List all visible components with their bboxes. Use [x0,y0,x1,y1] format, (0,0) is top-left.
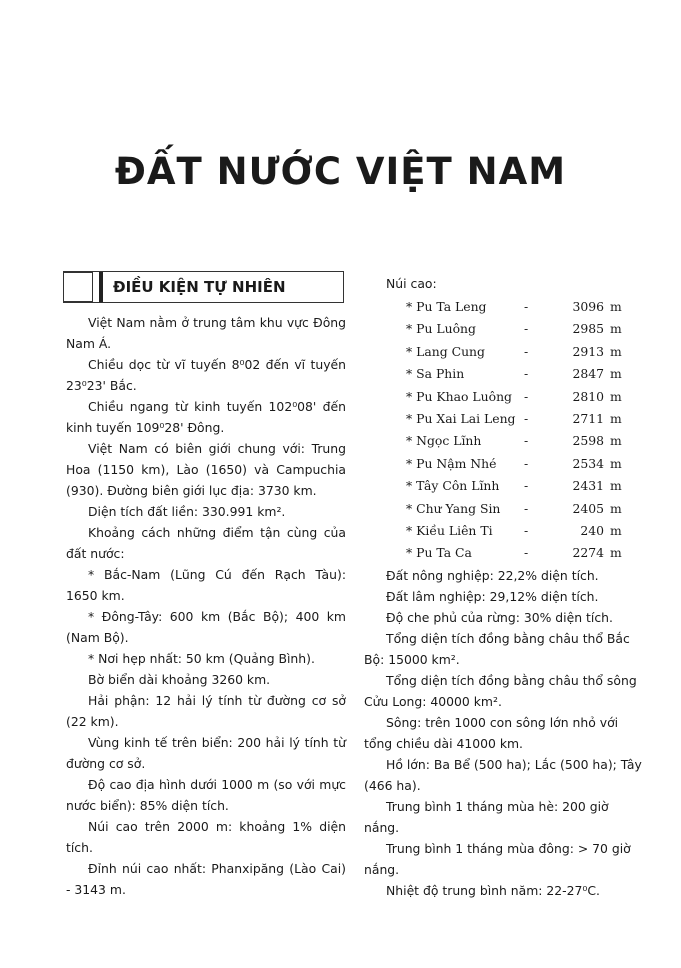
mountain-unit: m [610,478,622,494]
mountain-height: 240 [580,522,604,538]
mountain-height: 2847 [572,366,604,382]
mountain-unit: m [610,433,622,449]
mountain-row [406,341,622,363]
mountain-height: 2598 [572,433,604,449]
paragraph: Đất lâm nghiệp: 29,12% diện tích. [386,588,599,604]
mountain-height: 2913 [572,343,604,359]
mountain-name: * Pu Ta Leng [406,299,487,314]
mountain-unit: m [610,522,622,538]
mountain-height: 3096 [572,299,604,314]
mountain-dash: - [524,299,529,314]
mountain-unit: m [610,545,622,561]
mountain-dash: - [524,478,529,494]
mountain-row [406,296,622,318]
section-heading [63,271,344,303]
mountain-height: 2985 [572,321,604,337]
paragraph: * Bắc-Nam (Lũng Cú đến Rạch Tàu): 1650 km. [66,567,346,603]
mountain-name: * Pu Xai Lai Leng [406,410,516,426]
mountain-name: * Pu Khao Luông [406,388,512,404]
mountain-height: 2534 [572,455,604,471]
mountain-row [406,542,622,564]
paragraph: Trung bình 1 tháng mùa đông: > 70 giờ nắng. [364,840,631,877]
mountain-row [406,520,622,542]
mountain-dash: - [524,455,529,471]
paragraph: Trung bình 1 tháng mùa hè: 200 giờ nắng. [364,798,609,835]
mountain-row [406,408,622,430]
mountain-unit: m [610,321,622,337]
mountain-dash: - [524,500,529,516]
page-title: ĐẤT NƯỚC VIỆT NAM [114,150,567,193]
mountain-unit: m [610,455,622,471]
heading-bar-icon [99,272,103,302]
paragraph: Bờ biển dài khoảng 3260 km. [88,672,271,687]
mountain-name: * Tây Côn Lĩnh [406,478,500,494]
mountain-name: * Ngọc Lĩnh [406,433,482,449]
mountain-dash: - [524,522,529,538]
mountain-height: 2405 [572,500,604,516]
paragraph: Đất nông nghiệp: 22,2% diện tích. [386,567,599,583]
mountain-name: * Kiều Liên Ti [406,522,493,538]
paragraph: Đỉnh núi cao nhất: Phanxipăng (Lào Cai) - 3143 m. [66,861,346,897]
mountain-unit: m [610,343,622,359]
mountain-unit: m [610,388,622,404]
paragraph: Vùng kinh tế trên biển: 200 hải lý tính từ đường cơ sở. [66,735,346,771]
mountains-heading: Núi cao: [386,276,437,291]
paragraph: * Nơi hẹp nhất: 50 km (Quảng Bình). [88,651,315,666]
paragraph: Chiều dọc từ vĩ tuyến 8⁰02 đến vĩ tuyến 23⁰23' Bắc. [66,357,346,393]
mountain-unit: m [610,366,622,382]
mountain-name: * Pu Nậm Nhé [406,455,497,471]
paragraph: * Đông-Tây: 600 km (Bắc Bộ); 400 km (Nam Bộ). [66,609,346,645]
mountain-dash: - [524,366,529,382]
paragraph: Độ che phủ của rừng: 30% diện tích. [386,609,613,625]
mountain-row [406,430,622,452]
mountain-height: 2711 [572,410,604,426]
mountain-dash: - [524,410,529,426]
paragraph: Sông: trên 1000 con sông lớn nhỏ với tổng chiều dài 41000 km. [364,714,619,751]
mountain-dash: - [524,388,529,404]
mountain-row [406,318,622,340]
section-heading-label: ĐIỀU KIỆN TỰ NHIÊN [113,278,286,296]
paragraph: Diện tích đất liền: 330.991 km². [88,504,286,519]
paragraph: Núi cao trên 2000 m: khoảng 1% diện tích. [66,819,346,855]
mountain-row [406,386,622,408]
paragraph: Việt Nam nằm ở trung tâm khu vực Đông Nam Á. [66,315,346,351]
mountain-row [406,498,622,520]
mountain-dash: - [524,433,529,449]
mountain-row [406,453,622,475]
paragraph: Tổng diện tích đồng bằng châu thổ sông Cửu Long: 40000 km². [364,672,637,709]
mountain-name: * Pu Luông [406,321,476,337]
mountain-unit: m [610,299,622,314]
mountain-dash: - [524,545,529,561]
mountain-row [406,363,622,385]
paragraph: Tổng diện tích đồng bằng châu thổ Bắc Bộ: 15000 km². [364,630,630,667]
mountain-name: * Lang Cung [406,343,485,359]
mountain-dash: - [524,321,529,337]
paragraph: Việt Nam có biên giới chung với: Trung Hoa (1150 km), Lào (1650) và Campuchia (930). Đường biên giới lục địa: 3730 km. [66,441,346,498]
mountain-height: 2810 [572,388,604,404]
paragraph: Chiều ngang từ kinh tuyến 102⁰08' đến kinh tuyến 109⁰28' Đông. [66,399,346,435]
left-column [66,312,346,900]
heading-box-icon [63,272,93,302]
mountain-unit: m [610,410,622,426]
right-column [364,273,646,901]
mountain-name: * Pu Ta Ca [406,545,472,561]
mountain-row [406,475,622,497]
mountain-height: 2431 [572,478,604,494]
mountain-unit: m [610,500,622,516]
paragraph: Độ cao địa hình dưới 1000 m (so với mực nước biển): 85% diện tích. [66,777,346,813]
mountain-name: * Sa Phin [406,366,465,382]
paragraph: Hải phận: 12 hải lý tính từ đường cơ sở (22 km). [66,693,346,729]
paragraph: Khoảng cách những điểm tận cùng của đất nước: [66,525,346,561]
mountain-dash: - [524,343,529,359]
paragraph: Hồ lớn: Ba Bể (500 ha); Lắc (500 ha); Tây (466 ha). [364,756,642,793]
mountain-height: 2274 [572,545,604,561]
mountain-name: * Chư Yang Sin [406,500,501,516]
mountains-table [406,296,622,565]
paragraph: Nhiệt độ trung bình năm: 22-27⁰C. [386,882,600,898]
